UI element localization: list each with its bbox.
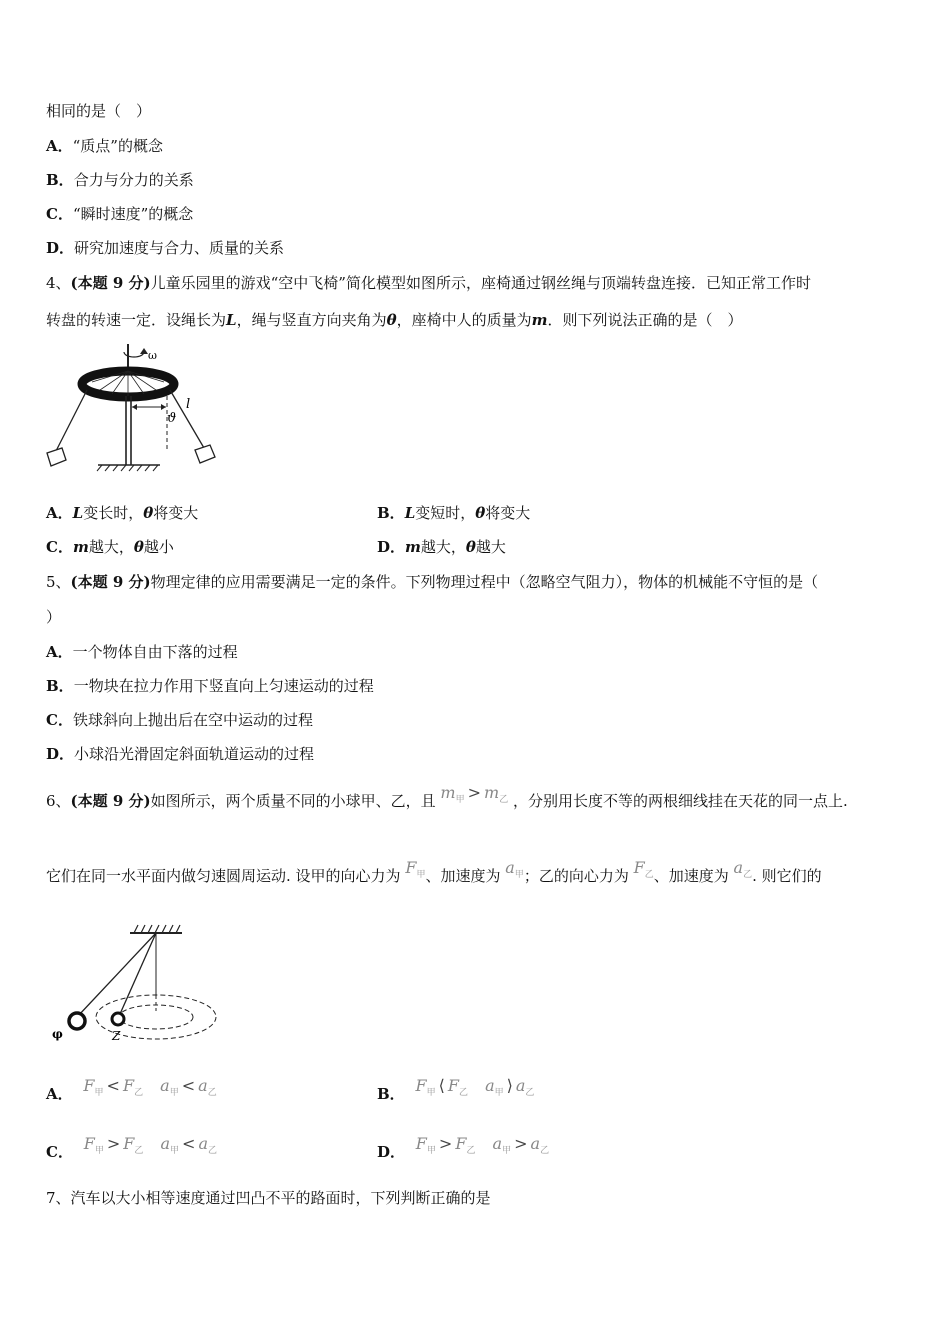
q6-stem-line2: 它们在同一水平面内做匀速圆周运动. 设甲的向心力为 $F_甲$、加速度为 $a_甲$；乙的向心力为 $F_乙$、加速度为 $a_乙$. 则它们的 — [46, 858, 822, 885]
q3-option-b: B．合力与分力的关系 — [46, 171, 194, 189]
swing-ride-figure — [40, 338, 230, 473]
q4-stem-line2: 转盘的转速一定．设绳长为L，绳与竖直方向夹角为θ，座椅中人的质量为m．则下列说法正确的是（ ） — [46, 311, 743, 329]
q3-option-d: D．研究加速度与合力、质量的关系 — [46, 239, 285, 257]
q4-stem-line1: 4、(本题 9 分)儿童乐园里的游戏“空中飞椅”简化模型如图所示，座椅通过钢丝绳与顶端转盘连接．已知正常工作时 — [46, 274, 811, 292]
theta-label: ϑ — [167, 411, 177, 426]
force-jia: $F_甲$ — [405, 858, 426, 881]
q5-stem-line2: ） — [46, 608, 62, 626]
conical-pendulum-figure — [48, 918, 223, 1046]
q5-stem-line1: 5、(本题 9 分)物理定律的应用需要满足一定的条件。下列物理过程中（忽略空气阻力），物体的机械能不守恒的是（ — [46, 573, 819, 591]
q5-option-b: B．一物块在拉力作用下竖直向上匀速运动的过程 — [46, 677, 374, 695]
q4-option-a: A．L变长时，θ将变大 — [46, 504, 199, 522]
omega-label: ω — [148, 349, 157, 362]
right-seat — [195, 445, 215, 463]
q4-option-c: C．m越大，θ越小 — [46, 538, 174, 556]
q6-option-b: B． $F_甲$ ⟨ $F_乙$ $a_甲$ ⟩ $a_乙$ — [377, 1076, 535, 1103]
rope-length-label: l — [186, 397, 191, 412]
accel-yi: $a_乙$ — [733, 858, 753, 881]
label-yi: Z — [112, 1029, 121, 1043]
left-seat — [47, 448, 66, 466]
accel-jia: $a_甲$ — [505, 858, 524, 881]
q6-stem-line1: 6、(本题 9 分)如图所示，两个质量不同的小球甲、乙，且 $m_甲 > m_乙$ ，分别用长度不等的两根细线挂在天花的同一点上. — [46, 783, 848, 810]
q7-stem: 7、汽车以大小相等速度通过凹凸不平的路面时，下列判断正确的是 — [46, 1189, 491, 1207]
force-yi: $F_乙$ — [633, 858, 654, 881]
mass-inequality: $m_甲 > m_乙$ — [440, 783, 509, 806]
q6-option-c: C． $F_甲 > F_乙$ $a_甲 < a_乙$ — [46, 1134, 218, 1161]
label-jia: φ — [52, 1027, 63, 1041]
q6-option-d: D． $F_甲 > F_乙$ $a_甲 > a_乙$ — [377, 1134, 550, 1161]
q4-option-d: D．m越大，θ越大 — [377, 538, 506, 556]
ball-yi — [112, 1013, 124, 1025]
q5-option-d: D．小球沿光滑固定斜面轨道运动的过程 — [46, 745, 315, 763]
q3-option-a: A．“质点”的概念 — [46, 137, 163, 155]
q3-stem-end: 相同的是（ ） — [46, 102, 152, 120]
q5-option-c: C．铁球斜向上抛出后在空中运动的过程 — [46, 711, 313, 729]
ball-jia — [69, 1013, 85, 1029]
q6-option-a: A． $F_甲 < F_乙$ $a_甲 < a_乙$ — [46, 1076, 217, 1103]
q4-option-b: B．L变短时，θ将变大 — [377, 504, 531, 522]
q5-option-a: A．一个物体自由下落的过程 — [46, 643, 238, 661]
q3-option-c: C．“瞬时速度”的概念 — [46, 205, 194, 223]
